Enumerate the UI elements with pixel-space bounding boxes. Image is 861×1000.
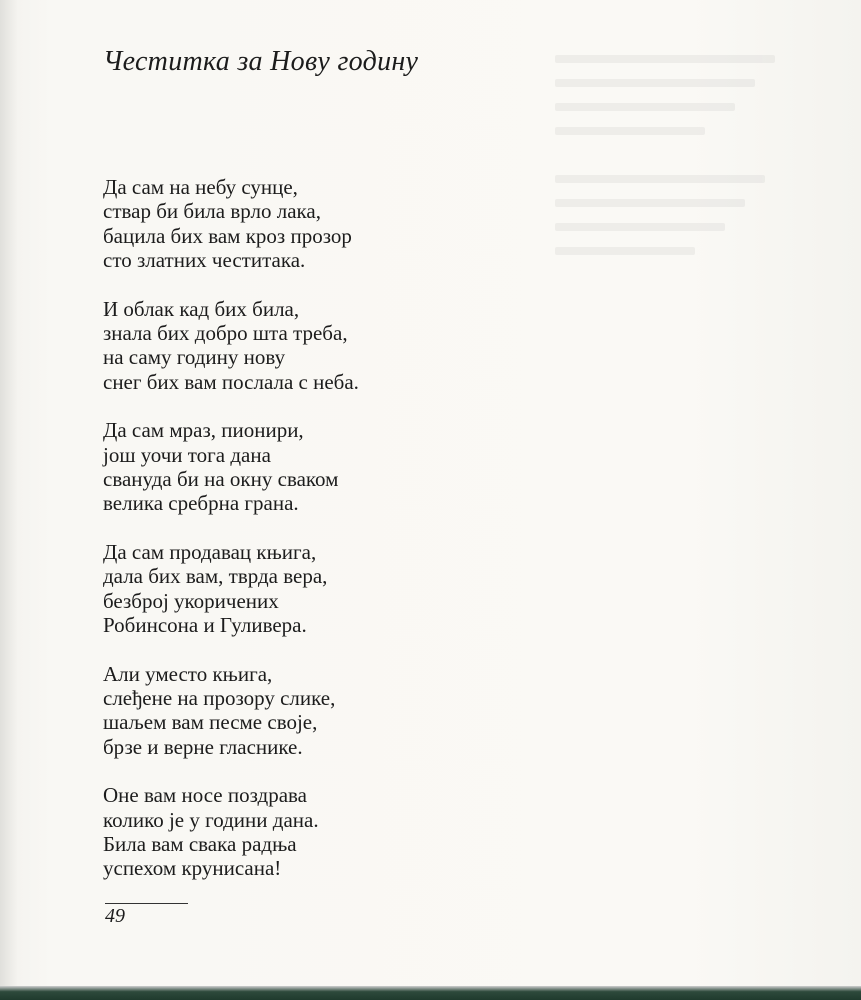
- poem-body: [103, 175, 359, 881]
- poem-line: дала бих вам, тврда вера,: [103, 564, 328, 589]
- page-number: 49: [105, 905, 125, 927]
- gutter-shadow: [0, 0, 18, 1000]
- poem-line: снег бих вам послала с неба.: [103, 369, 359, 394]
- stanza: [103, 175, 359, 273]
- poem-line: Оне вам носе поздрава: [103, 783, 308, 808]
- poem-line: свануда би на окну сваком: [103, 467, 339, 492]
- poem-line: Робинсона и Гуливера.: [103, 613, 307, 638]
- book-cover-edge: [0, 986, 861, 1000]
- poem-line: велика сребрна грана.: [103, 491, 299, 516]
- stanza: [103, 297, 359, 395]
- poem-line: безброј укоричених: [103, 588, 279, 613]
- poem-line: бацила бих вам кроз прозор: [103, 223, 352, 248]
- poem-line: сто златних честитака.: [103, 248, 306, 273]
- poem-line: шаљем вам песме своје,: [103, 710, 318, 735]
- poem-line: брзе и верне гласнике.: [103, 734, 303, 759]
- poem-line: Да сам продавац књига,: [103, 539, 317, 564]
- poem-line: још уочи тога дана: [103, 442, 271, 467]
- poem-line: на саму годину нову: [103, 345, 286, 370]
- stanza: [103, 662, 359, 760]
- poem-line: И облак кад бих била,: [103, 296, 300, 321]
- stanza: [103, 418, 359, 516]
- poem-line: слеђене на прозору слике,: [103, 685, 336, 710]
- poem-line: Да сам на небу сунце,: [103, 175, 298, 199]
- poem-line: Али уместо књига,: [103, 661, 273, 686]
- poem-line: Била вам свака радња: [103, 831, 297, 856]
- poem-line: успехом крунисана!: [103, 856, 282, 881]
- poem-line: ствар би била врло лака,: [103, 199, 321, 224]
- poem-line: колико је у години дана.: [103, 807, 319, 832]
- poem-line: Да сам мраз, пионири,: [103, 418, 304, 443]
- stanza: [103, 783, 359, 881]
- poem-title: Честитка за Нову годину: [103, 46, 419, 77]
- page-number-rule: [105, 903, 188, 904]
- show-through-text: [555, 55, 795, 375]
- poem-line: знала бих добро шта треба,: [103, 321, 348, 346]
- stanza: [103, 540, 359, 638]
